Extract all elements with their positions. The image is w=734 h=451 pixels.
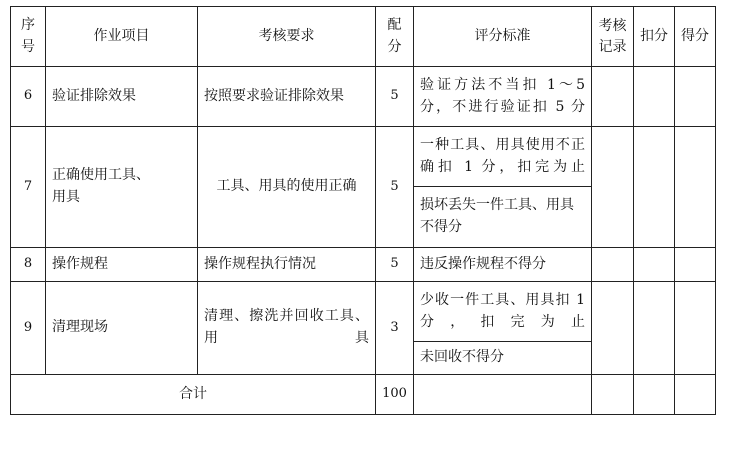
cell-requirement: 清理、擦洗并回收工具、用具	[198, 282, 376, 375]
cell-criteria: 违反操作规程不得分	[414, 248, 592, 282]
table-row	[11, 282, 716, 342]
header-record	[592, 7, 634, 67]
cell-record	[592, 282, 634, 375]
header-deduct: 扣分	[634, 7, 675, 67]
cell-criteria: 未回收不得分	[414, 342, 592, 375]
scoring-table	[10, 6, 716, 415]
table-row	[11, 127, 716, 187]
cell-item: 清理现场	[46, 282, 198, 375]
cell-points: 3	[376, 282, 414, 375]
header-row	[11, 7, 716, 67]
cell-seq: 6	[11, 67, 46, 127]
cell-seq: 7	[11, 127, 46, 248]
total-label: 合计	[11, 375, 376, 415]
cell-deduct	[634, 127, 675, 248]
cell-seq: 9	[11, 282, 46, 375]
cell-criteria: 一种工具、用具使用不正确扣 1 分，扣完为止	[414, 127, 592, 187]
cell-item: 验证排除效果	[46, 67, 198, 127]
table-row	[11, 248, 716, 282]
total-criteria	[414, 375, 592, 415]
total-record	[592, 375, 634, 415]
cell-points: 5	[376, 127, 414, 248]
cell-points: 5	[376, 67, 414, 127]
cell-requirement: 操作规程执行情况	[198, 248, 376, 282]
cell-requirement: 工具、用具的使用正确	[198, 127, 376, 248]
cell-criteria: 少收一件工具、用具扣 1 分，扣完为止	[414, 282, 592, 342]
cell-score	[675, 67, 716, 127]
table-row	[11, 67, 716, 127]
header-points: 配分	[376, 7, 414, 67]
cell-deduct	[634, 282, 675, 375]
cell-deduct	[634, 67, 675, 127]
cell-deduct	[634, 248, 675, 282]
header-record-line1: 考核	[598, 18, 627, 35]
cell-criteria: 验证方法不当扣 1～5 分，不进行验证扣 5 分	[414, 67, 592, 127]
cell-record	[592, 67, 634, 127]
header-item: 作业项目	[46, 7, 198, 67]
cell-item: 正确使用工具、用具	[46, 127, 198, 248]
cell-record	[592, 127, 634, 248]
header-criteria: 评分标准	[414, 7, 592, 67]
cell-record	[592, 248, 634, 282]
cell-score	[675, 282, 716, 375]
cell-score	[675, 248, 716, 282]
cell-criteria: 损坏丢失一件工具、用具不得分	[414, 187, 592, 248]
cell-seq: 8	[11, 248, 46, 282]
header-requirement: 考核要求	[198, 7, 376, 67]
cell-score	[675, 127, 716, 248]
cell-points: 5	[376, 248, 414, 282]
total-row	[11, 375, 716, 415]
header-score: 得分	[675, 7, 716, 67]
total-points: 100	[376, 375, 414, 415]
cell-item: 操作规程	[46, 248, 198, 282]
header-record-line2: 记录	[598, 38, 627, 55]
header-seq: 序号	[11, 7, 46, 67]
total-deduct	[634, 375, 675, 415]
cell-requirement: 按照要求验证排除效果	[198, 67, 376, 127]
total-score	[675, 375, 716, 415]
